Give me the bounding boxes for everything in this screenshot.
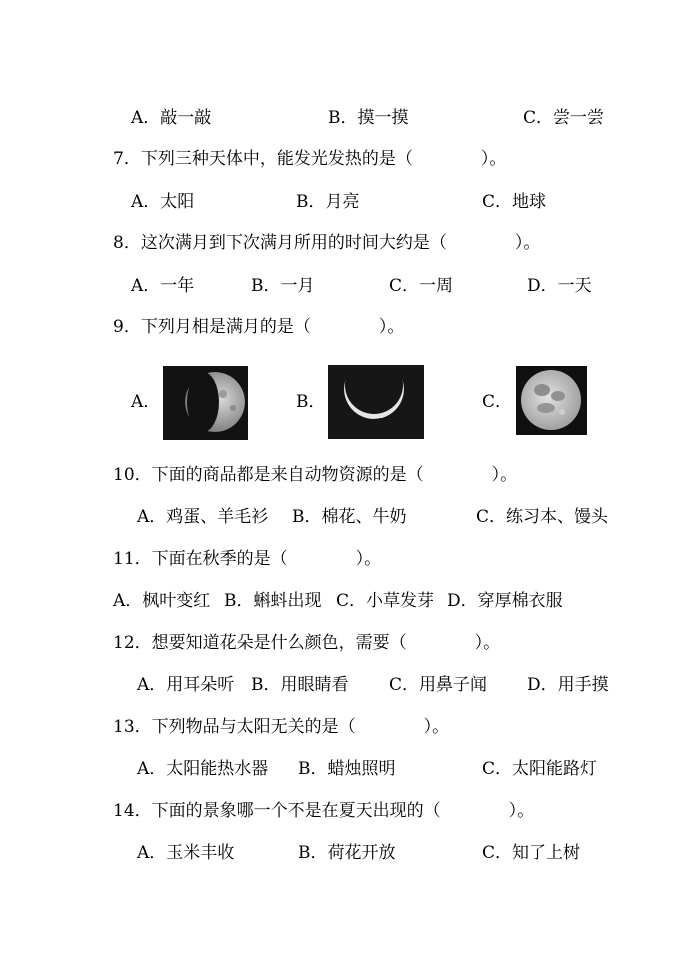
q12-option-c: C．用鼻子闻: [389, 675, 488, 695]
q11-option-d: D．穿厚棉衣服: [447, 591, 563, 611]
q7-option-c: C．地球: [482, 192, 547, 212]
q12-option-d: D．用手摸: [527, 675, 609, 695]
q12-option-a: A．用耳朵听: [137, 675, 235, 695]
q11-option-a: A．枫叶变红: [113, 591, 211, 611]
thin-crescent-moon-image: [328, 365, 424, 439]
full-moon-image: [516, 366, 587, 435]
q8-option-d: D．一天: [527, 276, 592, 296]
q6-option-a: A．敲一敲: [131, 108, 212, 128]
q14-option-c: C．知了上树: [482, 843, 581, 863]
q13-option-a: A．太阳能热水器: [137, 759, 269, 779]
q7-option-a: A．太阳: [131, 192, 195, 212]
q8-option-b: B．一月: [251, 276, 315, 296]
q7-option-b: B．月亮: [296, 192, 360, 212]
q12-stem: 12．想要知道花朵是什么颜色，需要（ ）。: [113, 633, 501, 653]
q11-stem: 11．下面在秋季的是（ ）。: [113, 549, 382, 569]
q10-option-b: B．棉花、牛奶: [292, 507, 407, 527]
q10-stem: 10．下面的商品都是来自动物资源的是（ ）。: [113, 465, 518, 485]
thin-crescent-moon-icon: [328, 365, 424, 439]
q9-option-a: A．: [131, 392, 161, 412]
q10-option-a: A．鸡蛋、羊毛衫: [137, 507, 269, 527]
crescent-moon-image: [163, 366, 248, 440]
q6-option-b: B．摸一摸: [328, 108, 409, 128]
q14-option-b: B．荷花开放: [298, 843, 396, 863]
q9-stem: 9．下列月相是满月的是（ ）。: [113, 317, 405, 337]
full-moon-icon: [516, 366, 587, 435]
q13-stem: 13．下列物品与太阳无关的是（ ）。: [113, 717, 450, 737]
q7-stem: 7．下列三种天体中，能发光发热的是（ ）。: [113, 149, 507, 169]
q9-option-c: C．: [482, 392, 513, 412]
crescent-moon-icon: [163, 366, 248, 440]
q8-option-a: A．一年: [131, 276, 195, 296]
q8-stem: 8．这次满月到下次满月所用的时间大约是（ ）。: [113, 233, 541, 253]
q11-option-b: B．蝌蚪出现: [224, 591, 322, 611]
q6-option-c: C．尝一尝: [523, 108, 605, 128]
q11-option-c: C．小草发芽: [336, 591, 435, 611]
q13-option-b: B．蜡烛照明: [298, 759, 396, 779]
q14-option-a: A．玉米丰收: [137, 843, 235, 863]
q13-option-c: C．太阳能路灯: [482, 759, 598, 779]
q8-option-c: C．一周: [389, 276, 454, 296]
q12-option-b: B．用眼睛看: [251, 675, 349, 695]
q14-stem: 14．下面的景象哪一个不是在夏天出现的（ ）。: [113, 801, 535, 821]
q10-option-c: C．练习本、馒头: [476, 507, 609, 527]
q9-option-b: B．: [296, 392, 326, 412]
